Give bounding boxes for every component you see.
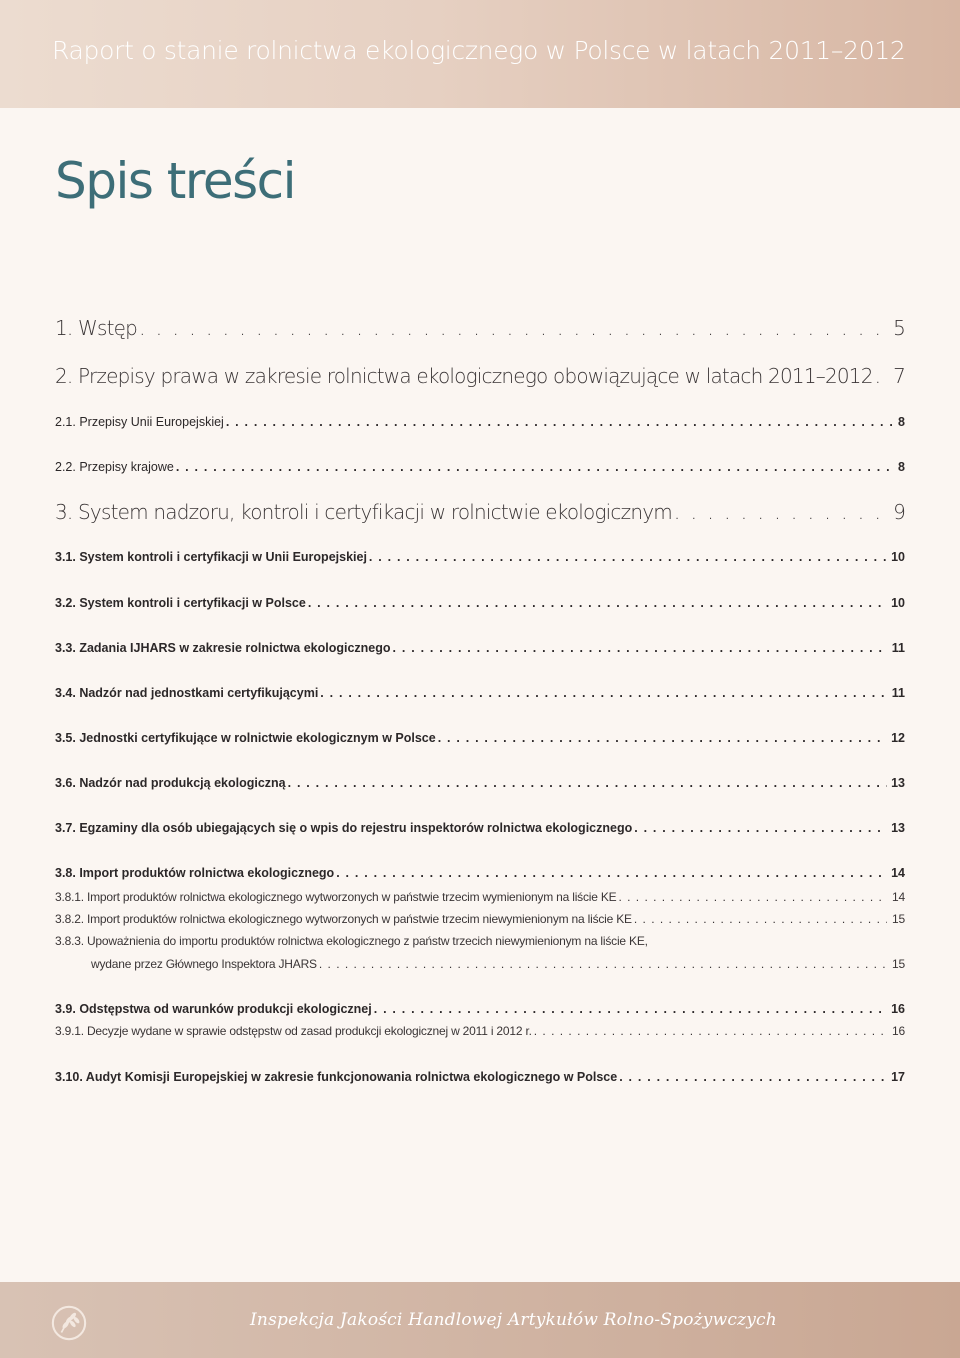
- toc-entry-page: 14: [891, 866, 905, 880]
- toc-entry-page: 11: [891, 686, 905, 700]
- toc-entry-label: 3. System nadzoru, kontroli i certyfikacji w rolnictwie ekologicznym: [55, 500, 672, 524]
- toc-entry-page: 7: [893, 364, 905, 388]
- toc-entry-3-8-2[interactable]: [55, 912, 905, 926]
- toc-entry-page: 9: [893, 500, 905, 524]
- toc-entry-label: 3.10. Audyt Komisji Europejskiej w zakresie funkcjonowania rolnictwa ekologicznego w Polsce: [55, 1070, 618, 1084]
- toc-entry-page: 10: [891, 596, 905, 610]
- toc-entry-3-1[interactable]: [55, 550, 905, 564]
- toc-entry-label: 3.8.1. Import produktów rolnictwa ekologicznego wytworzonych w państwie trzecim wymienionym na liście KE: [55, 890, 617, 904]
- toc-leader-dots: [618, 890, 887, 904]
- toc-leader-dots: [619, 1070, 887, 1084]
- wheat-logo-icon: [50, 1304, 88, 1342]
- toc-entry-page: 15: [892, 912, 905, 926]
- toc-entry-1[interactable]: [55, 316, 905, 340]
- toc-entry-label: wydane przez Głównego Inspektora JHARS: [91, 957, 317, 971]
- toc-entry-label: 2. Przepisy prawa w zakresie rolnictwa ekologicznego obowiązujące w latach 2011–2012: [55, 364, 873, 388]
- toc-entry-page: 17: [891, 1070, 905, 1084]
- toc-entry-3-6[interactable]: [55, 776, 905, 790]
- toc-entry-label: 3.2. System kontroli i certyfikacji w Polsce: [55, 596, 306, 610]
- toc-entry-3-8[interactable]: [55, 866, 905, 880]
- toc-leader-dots: [634, 912, 887, 926]
- page-title: Spis treści: [55, 152, 296, 210]
- toc-leader-dots: [139, 316, 889, 340]
- toc-entry-page: 5: [893, 316, 905, 340]
- toc-entry-page: 16: [892, 1024, 905, 1038]
- toc-entry-2[interactable]: [55, 364, 905, 388]
- toc-leader-dots: [393, 641, 887, 655]
- toc-entry-3-8-1[interactable]: [55, 890, 905, 904]
- toc-leader-dots: [176, 460, 893, 474]
- toc-entry-label: 3.4. Nadzór nad jednostkami certyfikującymi: [55, 686, 319, 700]
- toc-entry-page: 16: [891, 1002, 905, 1016]
- toc-entry-page: 12: [891, 731, 905, 745]
- footer-institution-name: Inspekcja Jakości Handlowej Artykułów Rolno-Spożywczych: [250, 1310, 777, 1330]
- toc-entry-3-8-3-line2[interactable]: [91, 957, 905, 971]
- toc-leader-dots: [288, 776, 887, 790]
- toc-leader-dots: [374, 1002, 887, 1016]
- toc-leader-dots: [319, 957, 887, 971]
- toc-entry-3[interactable]: [55, 500, 905, 524]
- toc-entry-page: 8: [898, 415, 905, 429]
- toc-entry-3-5[interactable]: [55, 731, 905, 745]
- toc-entry-2-1[interactable]: [55, 415, 905, 429]
- toc-leader-dots: [369, 550, 887, 564]
- toc-entry-page: 8: [898, 460, 905, 474]
- toc-entry-3-2[interactable]: [55, 596, 905, 610]
- toc-entry-label: 2.1. Przepisy Unii Europejskiej: [55, 415, 224, 429]
- toc-entry-3-8-3-line1[interactable]: 3.8.3. Upoważnienia do importu produktów rolnictwa ekologicznego z państw trzecich niewymienionym na liście KE,: [55, 934, 648, 948]
- toc-leader-dots: [534, 1024, 887, 1038]
- toc-leader-dots: [674, 500, 889, 524]
- toc-entry-3-4[interactable]: [55, 686, 905, 700]
- toc-entry-3-9[interactable]: [55, 1002, 905, 1016]
- toc-leader-dots: [875, 364, 889, 388]
- toc-leader-dots: [308, 596, 887, 610]
- toc-entry-page: 10: [891, 550, 905, 564]
- toc-entry-label: 3.8.2. Import produktów rolnictwa ekologicznego wytworzonych w państwie trzecim niewymienionym na liście KE: [55, 912, 632, 926]
- toc-entry-3-10[interactable]: [55, 1070, 905, 1084]
- toc-leader-dots: [320, 686, 887, 700]
- toc-entry-page: 14: [892, 890, 905, 904]
- toc-entry-3-3[interactable]: [55, 641, 905, 655]
- toc-entry-page: 13: [891, 776, 905, 790]
- toc-entry-label: 2.2. Przepisy krajowe: [55, 460, 174, 474]
- toc-entry-label: 3.5. Jednostki certyfikujące w rolnictwie ekologicznym w Polsce: [55, 731, 436, 745]
- toc-leader-dots: [226, 415, 893, 429]
- toc-entry-label: 1. Wstęp: [55, 316, 138, 340]
- toc-entry-label: 3.7. Egzaminy dla osób ubiegających się o wpis do rejestru inspektorów rolnictwa ekologicznego: [55, 821, 633, 835]
- toc-entry-label: 3.9. Odstępstwa od warunków produkcji ekologicznej: [55, 1002, 372, 1016]
- toc-leader-dots: [336, 866, 887, 880]
- footer-band: [0, 1282, 960, 1358]
- toc-entry-page: 15: [892, 957, 905, 971]
- toc-entry-label: 3.3. Zadania IJHARS w zakresie rolnictwa ekologicznego: [55, 641, 391, 655]
- toc-entry-label: 3.8. Import produktów rolnictwa ekologicznego: [55, 866, 335, 880]
- toc-leader-dots: [438, 731, 887, 745]
- toc-entry-page: 11: [891, 641, 905, 655]
- report-title: Raport o stanie rolnictwa ekologicznego w Polsce w latach 2011–2012: [52, 36, 906, 65]
- toc-entry-3-7[interactable]: [55, 821, 905, 835]
- toc-entry-3-9-1[interactable]: [55, 1024, 905, 1038]
- toc-entry-label: 3.6. Nadzór nad produkcją ekologiczną: [55, 776, 286, 790]
- toc-entry-label: 3.1. System kontroli i certyfikacji w Unii Europejskiej: [55, 550, 367, 564]
- toc-entry-page: 13: [891, 821, 905, 835]
- toc-entry-2-2[interactable]: [55, 460, 905, 474]
- toc-leader-dots: [634, 821, 887, 835]
- toc-entry-label: 3.9.1. Decyzje wydane w sprawie odstępstw od zasad produkcji ekologicznej w 2011 i 2012 r.: [55, 1024, 532, 1038]
